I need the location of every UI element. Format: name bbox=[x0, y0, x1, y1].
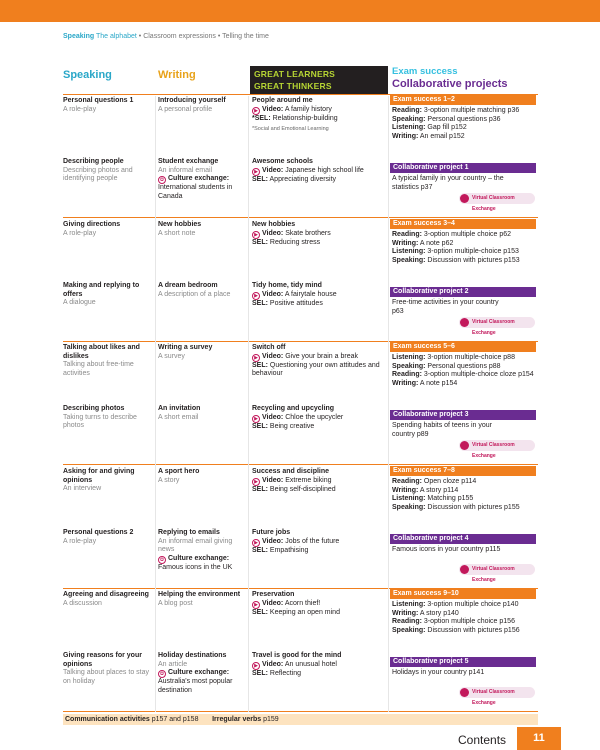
great-title: Switch off bbox=[252, 344, 286, 351]
writing-title: A sport hero bbox=[158, 468, 200, 475]
video-play-icon: ▶ bbox=[252, 478, 260, 486]
writing-cell bbox=[158, 221, 246, 238]
virtual-classroom-label: Virtual Classroom Exchange bbox=[472, 319, 515, 336]
virtual-classroom-exchange-button[interactable] bbox=[459, 317, 535, 336]
collab-project-text: Free-time activities in your country p63 bbox=[392, 299, 499, 315]
collab-project-band: Collaborative project 4 bbox=[390, 534, 536, 544]
video-label: Video: bbox=[262, 105, 284, 113]
great-learners-cell bbox=[252, 221, 386, 247]
speaking-cell bbox=[63, 97, 151, 114]
video-line bbox=[252, 661, 386, 670]
great-title: Success and discipline bbox=[252, 468, 330, 475]
writing-title: New hobbies bbox=[158, 221, 202, 228]
great-title: Travel is good for the mind bbox=[252, 652, 342, 659]
sel-line bbox=[252, 362, 386, 379]
collab-project-text: A typical family in your country – the statistics p37 bbox=[392, 175, 504, 191]
collab-project-band: Collaborative project 2 bbox=[390, 287, 536, 297]
exam-line bbox=[392, 116, 536, 125]
video-line bbox=[252, 600, 386, 609]
column-divider bbox=[388, 96, 389, 712]
exam-skill: Speaking: bbox=[392, 626, 426, 634]
video-text: Extreme biking bbox=[285, 476, 332, 484]
writing-subtitle: A short email bbox=[158, 413, 199, 421]
speaking-title: Personal questions 1 bbox=[63, 97, 134, 104]
speaking-cell bbox=[63, 344, 151, 378]
writing-title: Student exchange bbox=[158, 158, 219, 165]
great-learners-cell bbox=[252, 405, 386, 431]
exam-line bbox=[392, 354, 536, 363]
virtual-classroom-exchange-button[interactable] bbox=[459, 193, 535, 212]
divider bbox=[63, 464, 538, 465]
sel-text: Being self-disciplined bbox=[269, 485, 336, 493]
sel-line bbox=[252, 547, 386, 556]
speaking-title: Giving directions bbox=[63, 221, 121, 228]
writing-cell bbox=[158, 529, 246, 572]
exam-success-cell bbox=[392, 601, 536, 635]
footer-irr-page: p159 bbox=[263, 716, 279, 723]
video-play-icon: ▶ bbox=[252, 415, 260, 423]
culture-exchange-label: Culture exchange: bbox=[168, 554, 230, 562]
speaking-title: Personal questions 2 bbox=[63, 529, 134, 536]
breadcrumb: Speaking The alphabet • Classroom expressions • Telling the time bbox=[63, 33, 269, 40]
sel-text: Empathising bbox=[269, 546, 309, 554]
exam-task: A note p62 bbox=[419, 239, 454, 247]
exam-skill: Speaking: bbox=[392, 503, 426, 511]
header-great-learners bbox=[250, 66, 388, 94]
writing-subtitle: A personal profile bbox=[158, 105, 213, 113]
video-line bbox=[252, 538, 386, 547]
video-label: Video: bbox=[262, 660, 284, 668]
virtual-classroom-icon bbox=[460, 318, 469, 327]
speaking-subtitle: A dialogue bbox=[63, 299, 96, 307]
sel-line bbox=[252, 609, 386, 618]
breadcrumb-classroom: Classroom expressions bbox=[143, 33, 216, 40]
sel-footnote: *Social and Emotional Learning bbox=[252, 126, 329, 133]
exam-task: Gap fill p152 bbox=[427, 124, 467, 132]
speaking-cell bbox=[63, 282, 151, 308]
great-title: Tidy home, tidy mind bbox=[252, 282, 322, 289]
breadcrumb-speaking: Speaking bbox=[63, 33, 95, 40]
exam-success-band: Exam success 3–4 bbox=[390, 219, 536, 229]
writing-cell bbox=[158, 591, 246, 608]
footer-comm-pages: p157 and p158 bbox=[151, 716, 199, 723]
writing-title: Writing a survey bbox=[158, 344, 213, 351]
speaking-cell bbox=[63, 468, 151, 494]
exam-skill: Reading: bbox=[392, 618, 422, 626]
column-divider bbox=[155, 96, 156, 712]
header-great-learners-text: GREAT LEARNERS bbox=[254, 69, 336, 79]
exam-line bbox=[392, 380, 536, 389]
exam-skill: Writing: bbox=[392, 609, 419, 617]
header-collab: Collaborative projects bbox=[392, 78, 508, 90]
sel-text: Appreciating diversity bbox=[269, 175, 337, 183]
exam-line bbox=[392, 107, 536, 116]
sel-text: Relationship-building bbox=[272, 114, 338, 122]
culture-exchange-text: Famous icons in the UK bbox=[158, 563, 233, 571]
video-label: Video: bbox=[262, 413, 284, 421]
video-play-icon: ▶ bbox=[252, 292, 260, 300]
exam-task: Personal questions p36 bbox=[427, 115, 501, 123]
sel-text: Being creative bbox=[269, 422, 315, 430]
great-learners-cell bbox=[252, 158, 386, 184]
video-label: Video: bbox=[262, 476, 284, 484]
speaking-subtitle: Talking about free-time activities bbox=[63, 361, 134, 377]
exam-skill: Writing: bbox=[392, 379, 419, 387]
virtual-classroom-exchange-button[interactable] bbox=[459, 440, 535, 459]
culture-exchange-text: International students in Canada bbox=[158, 184, 233, 200]
header-exam-success: Exam success bbox=[392, 66, 458, 77]
exam-line bbox=[392, 124, 536, 133]
video-text: Chloe the upcycler bbox=[285, 413, 344, 421]
writing-subtitle: A story bbox=[158, 476, 180, 484]
exam-skill: Writing: bbox=[392, 239, 419, 247]
speaking-title: Making and replying to offers bbox=[63, 282, 140, 298]
exam-line bbox=[392, 240, 536, 249]
writing-title: An invitation bbox=[158, 405, 201, 412]
virtual-classroom-label: Virtual Classroom Exchange bbox=[472, 566, 515, 583]
header-great-thinkers-text: GREAT THINKERS bbox=[254, 81, 332, 91]
collab-project-band: Collaborative project 3 bbox=[390, 410, 536, 420]
exam-success-cell bbox=[392, 107, 536, 141]
speaking-subtitle: A role-play bbox=[63, 105, 97, 113]
exam-skill: Speaking: bbox=[392, 256, 426, 264]
video-line bbox=[252, 230, 386, 239]
exam-skill: Reading: bbox=[392, 231, 422, 238]
speaking-cell bbox=[63, 221, 151, 238]
video-line bbox=[252, 291, 386, 300]
divider bbox=[63, 711, 538, 712]
great-title: Future jobs bbox=[252, 529, 291, 536]
sel-line bbox=[252, 115, 386, 124]
speaking-cell bbox=[63, 652, 151, 686]
exam-skill: Listening: bbox=[392, 495, 426, 503]
exam-task: Personal questions p88 bbox=[427, 362, 501, 370]
collab-project-text: Holidays in your country p141 bbox=[392, 669, 485, 676]
header-writing: Writing bbox=[158, 69, 196, 81]
footer-comm-label: Communication activities bbox=[65, 716, 150, 723]
culture-exchange-icon: ✿ bbox=[159, 177, 165, 184]
exam-task: Discussion with pictures p156 bbox=[427, 626, 520, 634]
exam-skill: Reading: bbox=[392, 107, 422, 114]
culture-exchange bbox=[158, 669, 246, 695]
video-label: Video: bbox=[262, 290, 284, 298]
video-label: Video: bbox=[262, 352, 284, 360]
great-learners-cell bbox=[252, 529, 386, 555]
sel-label: SEL: bbox=[252, 669, 268, 677]
video-text: A fairytale house bbox=[284, 290, 337, 298]
video-line bbox=[252, 167, 386, 176]
speaking-cell bbox=[63, 405, 151, 431]
video-label: Video: bbox=[262, 229, 284, 237]
video-play-icon: ▶ bbox=[252, 168, 260, 176]
exam-line bbox=[392, 133, 536, 142]
speaking-subtitle: Describing photos and identifying people bbox=[63, 166, 133, 183]
exam-task: 3-option multiple choice p62 bbox=[423, 231, 512, 238]
breadcrumb-time: Telling the time bbox=[222, 33, 269, 40]
exam-line bbox=[392, 504, 536, 513]
exam-success-cell bbox=[392, 231, 536, 265]
exam-success-band: Exam success 1–2 bbox=[390, 95, 536, 105]
video-text: Give your brain a break bbox=[285, 352, 358, 360]
culture-exchange-icon: ✿ bbox=[159, 556, 165, 563]
breadcrumb-alphabet: The alphabet bbox=[95, 33, 137, 40]
writing-subtitle: A blog post bbox=[158, 599, 193, 607]
video-line bbox=[252, 414, 386, 423]
exam-line bbox=[392, 618, 536, 627]
exam-success-cell bbox=[392, 354, 536, 388]
sel-text: Questioning your own attitudes and behaviour bbox=[252, 361, 380, 378]
exam-line bbox=[392, 371, 536, 380]
sel-text: Reducing stress bbox=[269, 238, 321, 246]
writing-subtitle: An informal email giving news bbox=[158, 537, 233, 554]
exam-skill: Speaking: bbox=[392, 362, 426, 370]
writing-cell bbox=[158, 158, 246, 201]
exam-task: 3-option multiple-choice cloze p154 bbox=[423, 371, 534, 379]
writing-title: A dream bedroom bbox=[158, 282, 218, 289]
speaking-cell bbox=[63, 591, 151, 608]
collab-project-band: Collaborative project 1 bbox=[390, 163, 536, 173]
culture-exchange-icon: ✿ bbox=[159, 671, 165, 678]
exam-line bbox=[392, 231, 536, 240]
video-text: A family history bbox=[284, 105, 332, 113]
video-text: Jobs of the future bbox=[285, 537, 340, 545]
video-play-icon: ▶ bbox=[252, 354, 260, 362]
writing-cell bbox=[158, 282, 246, 299]
exam-success-band: Exam success 5–6 bbox=[390, 342, 536, 352]
sel-label: SEL: bbox=[252, 361, 268, 369]
sel-label: SEL: bbox=[252, 608, 268, 616]
great-learners-cell bbox=[252, 282, 386, 308]
sel-label: SEL: bbox=[252, 175, 268, 183]
collab-project-text: Spending habits of teens in your country p89 bbox=[392, 422, 493, 438]
speaking-title: Describing photos bbox=[63, 405, 125, 412]
video-play-icon: ▶ bbox=[252, 662, 260, 670]
sel-label: SEL: bbox=[252, 299, 268, 307]
great-title: New hobbies bbox=[252, 221, 296, 228]
speaking-title: Talking about likes and dislikes bbox=[63, 344, 140, 360]
sel-text: Reflecting bbox=[269, 669, 302, 677]
speaking-title: Agreeing and disagreeing bbox=[63, 591, 149, 598]
exam-line bbox=[392, 495, 536, 504]
exam-line bbox=[392, 478, 536, 487]
culture-exchange-text: Australia's most popular destination bbox=[158, 678, 233, 694]
speaking-title: Giving reasons for your opinions bbox=[63, 652, 142, 668]
exam-task: Discussion with pictures p155 bbox=[427, 503, 520, 511]
exam-skill: Listening: bbox=[392, 354, 426, 361]
great-title: Preservation bbox=[252, 591, 295, 598]
exam-skill: Reading: bbox=[392, 371, 422, 379]
exam-skill: Speaking: bbox=[392, 115, 426, 123]
video-text: Skate brothers bbox=[285, 229, 331, 237]
virtual-classroom-exchange-button[interactable] bbox=[459, 687, 535, 706]
header-speaking: Speaking bbox=[63, 69, 112, 81]
video-label: Video: bbox=[262, 599, 284, 607]
culture-exchange-label: Culture exchange: bbox=[168, 175, 230, 183]
exam-line bbox=[392, 257, 536, 266]
exam-skill: Reading: bbox=[392, 478, 422, 485]
virtual-classroom-icon bbox=[460, 194, 469, 203]
virtual-classroom-icon bbox=[460, 441, 469, 450]
exam-task: 3-option multiple-choice p153 bbox=[427, 248, 519, 256]
great-learners-cell bbox=[252, 468, 386, 494]
sel-text: Keeping an open mind bbox=[269, 608, 340, 616]
video-text: An unusual hotel bbox=[284, 660, 337, 668]
exam-skill: Listening: bbox=[392, 124, 426, 132]
virtual-classroom-label: Virtual Classroom Exchange bbox=[472, 195, 515, 212]
column-divider bbox=[248, 96, 249, 712]
speaking-title: Describing people bbox=[63, 158, 124, 165]
writing-title: Holiday destinations bbox=[158, 652, 227, 659]
exam-line bbox=[392, 363, 536, 372]
exam-task: Matching p155 bbox=[427, 495, 474, 503]
writing-subtitle: An informal email bbox=[158, 166, 213, 174]
sel-line bbox=[252, 423, 386, 432]
header-exam bbox=[392, 66, 508, 93]
sel-label: SEL: bbox=[252, 238, 268, 246]
speaking-cell bbox=[63, 529, 151, 546]
sel-line bbox=[252, 670, 386, 679]
exam-line bbox=[392, 487, 536, 496]
exam-success-cell bbox=[392, 478, 536, 512]
video-line bbox=[252, 106, 386, 115]
virtual-classroom-icon bbox=[460, 688, 469, 697]
sel-line bbox=[252, 486, 386, 495]
video-play-icon: ▶ bbox=[252, 107, 260, 115]
great-title: Recycling and upcycling bbox=[252, 405, 335, 412]
exam-task: Discussion with pictures p153 bbox=[427, 256, 520, 264]
great-learners-cell bbox=[252, 97, 386, 134]
exam-task: 3-option multiple matching p36 bbox=[423, 107, 520, 114]
video-label: Video: bbox=[262, 537, 284, 545]
great-learners-cell bbox=[252, 344, 386, 379]
virtual-classroom-label: Virtual Classroom Exchange bbox=[472, 689, 515, 706]
exam-skill: Listening: bbox=[392, 248, 426, 256]
sel-label: SEL: bbox=[252, 422, 268, 430]
video-text: Japanese high school life bbox=[285, 166, 364, 174]
exam-task: 3-option multiple choice p156 bbox=[423, 618, 515, 626]
exam-success-band: Exam success 7–8 bbox=[390, 466, 536, 476]
virtual-classroom-icon bbox=[460, 565, 469, 574]
sel-line bbox=[252, 300, 386, 309]
culture-exchange-label: Culture exchange: bbox=[168, 669, 230, 677]
writing-cell bbox=[158, 405, 246, 422]
footer-irr-label: Irregular verbs bbox=[212, 716, 262, 723]
great-title: Awesome schools bbox=[252, 158, 313, 165]
writing-cell bbox=[158, 97, 246, 114]
great-title: People around me bbox=[252, 97, 313, 104]
writing-title: Replying to emails bbox=[158, 529, 220, 536]
collab-project-text: Famous icons in your country p115 bbox=[392, 546, 501, 553]
speaking-subtitle: Taking turns to describe photos bbox=[63, 413, 137, 430]
speaking-subtitle: Talking about places to stay on holiday bbox=[63, 669, 149, 685]
exam-skill: Writing: bbox=[392, 486, 419, 494]
exam-task: 3-option multiple choice p140 bbox=[427, 601, 519, 608]
divider bbox=[63, 217, 538, 218]
collab-project-band: Collaborative project 5 bbox=[390, 657, 536, 667]
speaking-subtitle: A discussion bbox=[63, 599, 102, 607]
video-play-icon: ▶ bbox=[252, 231, 260, 239]
video-text: Acorn thief! bbox=[284, 599, 321, 607]
exam-skill: Writing: bbox=[392, 132, 419, 140]
speaking-subtitle: A role-play bbox=[63, 229, 97, 237]
speaking-cell bbox=[63, 158, 151, 184]
virtual-classroom-exchange-button[interactable] bbox=[459, 564, 535, 583]
writing-subtitle: A short note bbox=[158, 229, 196, 237]
sel-label: SEL: bbox=[252, 546, 268, 554]
writing-title: Helping the environment bbox=[158, 591, 241, 598]
sel-line bbox=[252, 239, 386, 248]
speaking-subtitle: An interview bbox=[63, 485, 102, 493]
exam-task: A note p154 bbox=[419, 379, 458, 387]
writing-cell bbox=[158, 344, 246, 361]
great-learners-cell bbox=[252, 591, 386, 617]
exam-task: Open cloze p114 bbox=[423, 478, 477, 485]
video-label: Video: bbox=[262, 166, 284, 174]
video-play-icon: ▶ bbox=[252, 601, 260, 609]
exam-task: An email p152 bbox=[419, 132, 465, 140]
exam-line bbox=[392, 248, 536, 257]
speaking-subtitle: A role-play bbox=[63, 537, 97, 545]
page-number: 11 bbox=[517, 727, 561, 750]
video-play-icon: ▶ bbox=[252, 539, 260, 547]
writing-title: Introducing yourself bbox=[158, 97, 226, 104]
exam-line bbox=[392, 601, 536, 610]
exam-skill: Listening: bbox=[392, 601, 426, 608]
culture-exchange bbox=[158, 555, 246, 573]
video-line bbox=[252, 477, 386, 486]
exam-task: A story p114 bbox=[419, 486, 459, 494]
virtual-classroom-label: Virtual Classroom Exchange bbox=[472, 442, 515, 459]
sel-label: *SEL: bbox=[252, 114, 271, 122]
sel-text: Positive attitudes bbox=[269, 299, 323, 307]
exam-line bbox=[392, 627, 536, 636]
top-orange-bar bbox=[0, 0, 600, 22]
sel-label: SEL: bbox=[252, 485, 268, 493]
culture-exchange bbox=[158, 175, 246, 201]
sel-line bbox=[252, 176, 386, 185]
exam-line bbox=[392, 610, 536, 619]
exam-task: A story p140 bbox=[419, 609, 459, 617]
writing-cell bbox=[158, 652, 246, 695]
writing-cell bbox=[158, 468, 246, 485]
writing-subtitle: A survey bbox=[158, 352, 185, 360]
exam-success-band: Exam success 9–10 bbox=[390, 589, 536, 599]
writing-subtitle: An article bbox=[158, 660, 188, 668]
great-learners-cell bbox=[252, 652, 386, 678]
exam-task: 3-option multiple-choice p88 bbox=[427, 354, 515, 361]
page-label: Contents bbox=[458, 733, 507, 747]
video-line bbox=[252, 353, 386, 362]
footer-bar bbox=[63, 714, 538, 725]
writing-subtitle: A description of a place bbox=[158, 290, 231, 298]
speaking-title: Asking for and giving opinions bbox=[63, 468, 135, 484]
